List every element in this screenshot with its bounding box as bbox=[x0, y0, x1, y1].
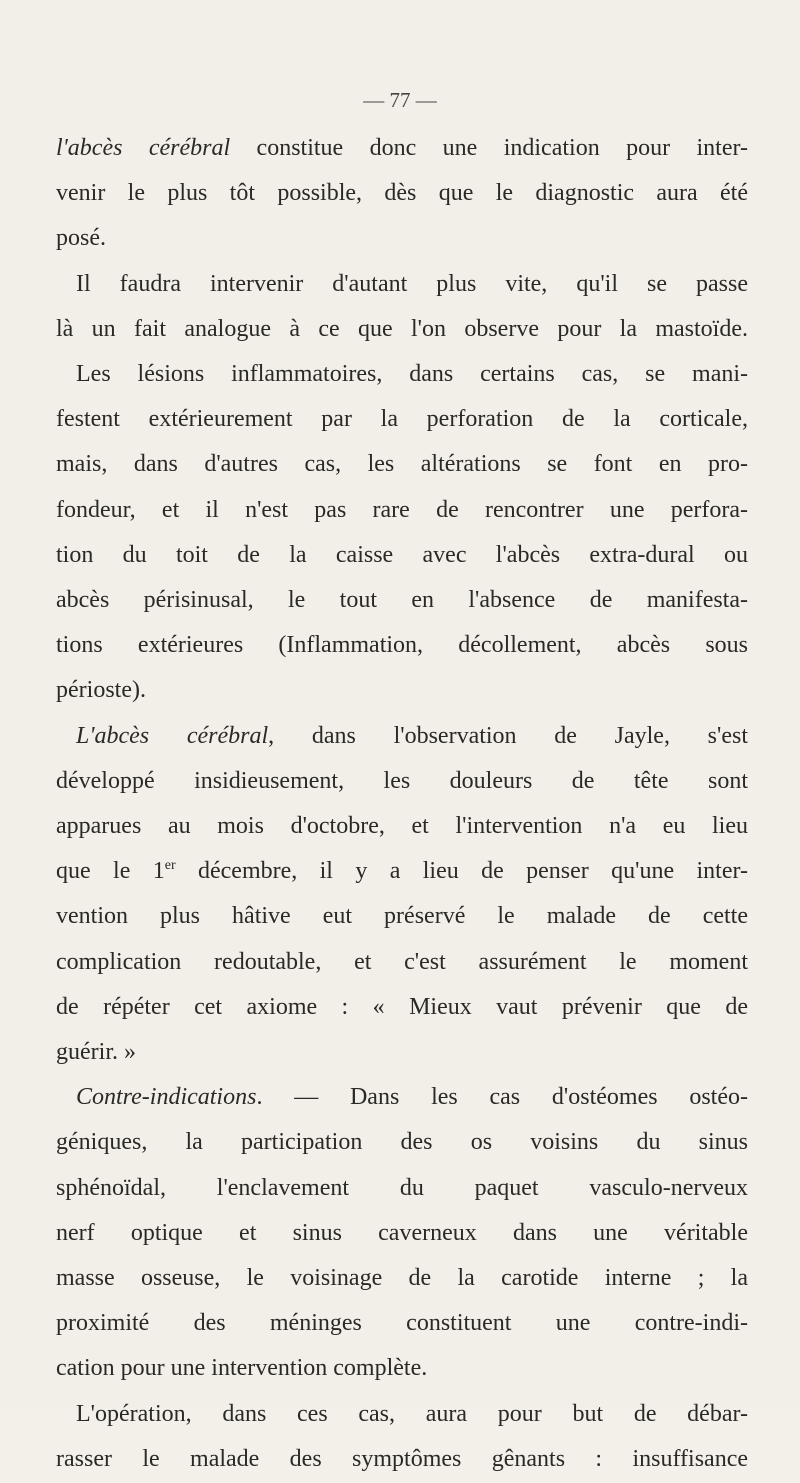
text-run: fondeur, et il n'est pas rare de rencontrer une perfora- bbox=[56, 496, 748, 523]
text-run: proximité des méninges constituent une contre-indi- bbox=[56, 1310, 748, 1337]
text-line bbox=[56, 757, 748, 805]
text-run: décembre, il y a lieu de penser qu'une inter- bbox=[175, 858, 748, 885]
text-run: cation pour une intervention complète. bbox=[56, 1355, 428, 1382]
text-line bbox=[76, 260, 748, 308]
text-line bbox=[56, 621, 748, 669]
text-run: tions extérieures (Inflammation, décollement, abcès sous bbox=[56, 632, 748, 659]
text-line bbox=[56, 1118, 748, 1166]
text-line bbox=[56, 1209, 748, 1257]
italic-text: Contre-indications bbox=[76, 1084, 257, 1111]
text-run: constitue donc une indication pour inter- bbox=[230, 135, 748, 161]
text-run: complication redoutable, et c'est assurément le moment bbox=[56, 948, 748, 975]
text-line bbox=[56, 983, 748, 1031]
text-line bbox=[56, 666, 748, 714]
text-run: tion du toit de la caisse avec l'abcès extra-dural ou bbox=[56, 541, 748, 568]
text-run: posé. bbox=[56, 225, 106, 252]
text-run: , dans l'observation de Jayle, s'est bbox=[268, 722, 748, 749]
text-line bbox=[56, 1435, 748, 1483]
text-run: Il faudra intervenir d'autant plus vite, qu'il se passe bbox=[76, 270, 748, 297]
text-line bbox=[56, 214, 748, 262]
text-line bbox=[56, 1344, 748, 1392]
superscript: er bbox=[164, 858, 176, 874]
text-run: géniques, la participation des os voisins du sinus bbox=[56, 1129, 748, 1156]
text-line bbox=[56, 938, 748, 986]
text-run: guérir. » bbox=[56, 1039, 136, 1065]
text-run: abcès périsinusal, le tout en l'absence de manifesta- bbox=[56, 587, 748, 613]
text-line bbox=[56, 531, 748, 579]
text-line bbox=[56, 1299, 748, 1347]
text-run: Les lésions inflammatoires, dans certains cas, se mani- bbox=[76, 361, 748, 387]
text-line bbox=[56, 847, 748, 895]
text-line bbox=[56, 440, 748, 488]
text-line bbox=[56, 1164, 748, 1212]
page-number: — 77 — bbox=[363, 88, 437, 112]
text-run: périoste). bbox=[56, 677, 146, 704]
text-line bbox=[76, 712, 748, 760]
italic-text: L'abcès cérébral bbox=[76, 722, 269, 749]
text-line bbox=[56, 169, 748, 217]
text-run: festent extérieurement par la perforation de la corticale, bbox=[56, 406, 748, 433]
text-run: rasser le malade des symptômes gênants : insuffisance bbox=[56, 1445, 748, 1472]
italic-text: l'abcès cérébral bbox=[56, 135, 231, 161]
text-run: développé insidieusement, les douleurs de tête sont bbox=[56, 767, 748, 794]
text-line bbox=[56, 486, 748, 534]
text-line bbox=[76, 350, 748, 398]
text-run: nerf optique et sinus caverneux dans une véritable bbox=[56, 1219, 748, 1246]
text-run: de répéter cet axiome : « Mieux vaut prévenir que de bbox=[56, 993, 748, 1020]
text-run: là un fait analogue à ce que l'on observe pour la mastoïde. bbox=[56, 315, 748, 342]
text-line bbox=[56, 1028, 748, 1076]
text-line bbox=[56, 1254, 748, 1302]
text-run: que le 1 bbox=[56, 858, 165, 885]
text-run: venir le plus tôt possible, dès que le diagnostic aura été bbox=[56, 180, 748, 207]
text-run: L'opération, dans ces cas, aura pour but de débar- bbox=[76, 1400, 748, 1427]
text-run: mais, dans d'autres cas, les altérations se font en pro- bbox=[56, 451, 748, 478]
text-line bbox=[76, 1073, 748, 1121]
text-run: vention plus hâtive eut préservé le malade de cette bbox=[56, 903, 748, 930]
text-line bbox=[56, 305, 748, 353]
text-run: sphénoïdal, l'enclavement du paquet vasculo-nerveux bbox=[56, 1174, 748, 1201]
text-run: masse osseuse, le voisinage de la carotide interne ; la bbox=[56, 1265, 748, 1291]
text-line bbox=[56, 395, 748, 443]
text-line bbox=[56, 802, 748, 850]
text-line bbox=[56, 892, 748, 940]
text-line bbox=[56, 124, 748, 172]
text-line bbox=[56, 576, 748, 624]
text-line bbox=[76, 1390, 748, 1438]
text-run: . — Dans les cas d'ostéomes ostéo- bbox=[256, 1084, 748, 1111]
text-run: apparues au mois d'octobre, et l'intervention n'a eu lieu bbox=[56, 813, 748, 839]
